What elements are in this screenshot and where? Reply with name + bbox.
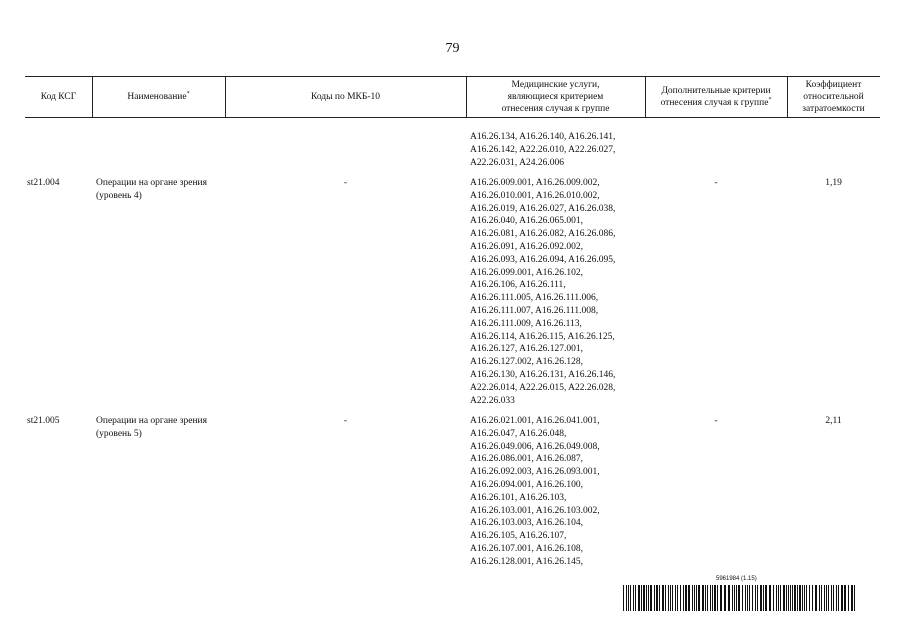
row-coefficient: 1,19: [825, 178, 842, 188]
barcode-bar: [680, 585, 681, 611]
barcode-bar: [662, 585, 664, 611]
barcode-bar: [757, 585, 758, 611]
row-coefficient: 2,11: [825, 416, 842, 426]
barcode-bar: [685, 585, 687, 611]
barcode-bar: [696, 585, 697, 611]
barcode-bar: [628, 585, 629, 611]
barcode-bar: [694, 585, 695, 611]
barcode-bar: [826, 585, 827, 611]
barcode-bar: [833, 585, 834, 611]
barcode-bar: [802, 585, 803, 611]
barcode-bar: [707, 585, 708, 611]
header-coefficient: Коэффициент относительной затратоемкости: [802, 79, 865, 114]
barcode-bar: [633, 585, 634, 611]
barcode-bar: [683, 585, 684, 611]
barcode-bar: [724, 585, 726, 611]
barcode-bar: [670, 585, 671, 611]
barcode-bar: [763, 585, 764, 611]
barcode-bar: [828, 585, 829, 611]
barcode-bar: [656, 585, 658, 611]
barcode-bar: [778, 585, 779, 611]
row-name: Операции на органе зрения (уровень 4): [96, 178, 207, 201]
barcode-bar: [773, 585, 774, 611]
barcode-bar: [635, 585, 636, 611]
barcode-bar: [809, 585, 810, 611]
barcode-bar: [788, 585, 789, 611]
row-services: A16.26.021.001, A16.26.041.001, A16.26.047, A16.26.048, A16.26.049.006, A16.26.049.008, A16.26.086.001, A16.26.087, A16.26.092.003, A16.26.093.001, A16.26.094.001, A16.26.100, A16.26.101, A16.26.103, A16.26.103.001, A16.26.103.002, A16.26.103.003, A16.26.104, A16.26.105, A16.26.107, A16.26.107.001, A16.26.108, A16.26.128.001, A16.26.145,: [470, 416, 600, 567]
barcode-bar: [819, 585, 820, 611]
barcode-bar: [812, 585, 813, 611]
page-number: 79: [445, 41, 460, 56]
barcode-bar: [677, 585, 678, 611]
barcode-bar: [844, 585, 846, 611]
header-name: Наименование*: [127, 90, 190, 102]
barcode-bar: [675, 585, 676, 611]
barcode-bar: [720, 585, 722, 611]
barcode-bar: [650, 585, 652, 611]
barcode-bar: [792, 585, 793, 611]
barcode-bar: [710, 585, 711, 611]
barcode-bar: [841, 585, 843, 611]
row-code: st21.005: [27, 416, 60, 426]
barcode-bar: [630, 585, 631, 611]
barcode-bar: [747, 585, 748, 611]
barcode-bar: [734, 585, 735, 611]
table-header-bottom-rule: [25, 117, 880, 118]
barcode-bar: [712, 585, 713, 611]
row-services: A16.26.134, A16.26.140, A16.26.141, A16.26.142, A22.26.010, A22.26.027, A22.26.031, A24.26.006: [470, 132, 616, 168]
barcode-bar: [804, 585, 805, 611]
barcode-bar: [717, 585, 718, 611]
barcode-bar: [648, 585, 649, 611]
barcode-bar: [769, 585, 771, 611]
barcode-number: 5961984 (1.15): [716, 576, 757, 582]
barcode-bar: [659, 585, 660, 611]
barcode-bar: [776, 585, 777, 611]
barcode-bar: [643, 585, 645, 611]
barcode-bar: [654, 585, 655, 611]
barcode-bar: [838, 585, 839, 611]
barcode-bar: [714, 585, 716, 611]
barcode-bar: [790, 585, 791, 611]
barcode-bar: [665, 585, 666, 611]
row-extra-criteria: -: [714, 416, 718, 426]
barcode-bar: [755, 585, 756, 611]
barcode-bar: [688, 585, 690, 611]
barcode-bar: [705, 585, 706, 611]
header-services: Медицинские услуги, являющиеся критерием отнесения случая к группе: [501, 79, 610, 114]
barcode-bar: [851, 585, 853, 611]
row-icd: -: [343, 416, 348, 426]
row-services: A16.26.009.001, A16.26.009.002, A16.26.010.001, A16.26.010.002, A16.26.019, A16.26.027, A16.26.038, A16.26.040, A16.26.065.001, A16.26.081, A16.26.082, A16.26.086, A16.26.091, A16.26.092.002, A16.26.093, A16.26.094, A16.26.095, A16.26.099.001, A16.26.102, A16.26.106, A16.26.111, A16.26.111.005, A16.26.111.006, A16.26.111.007, A16.26.111.008, A16.26.111.009, A16.26.113, A16.26.114, A16.26.115, A16.26.125, A16.26.127, A16.26.127.001, A16.26.127.002, A16.26.128, A16.26.130, A16.26.131, A16.26.146, A22.26.014, A22.26.015, A22.26.028, A22.26.033: [470, 178, 616, 406]
barcode-bar: [836, 585, 837, 611]
barcode-bar: [646, 585, 647, 611]
barcode-bar: [698, 585, 700, 611]
barcode-bar: [641, 585, 642, 611]
barcode-bar: [799, 585, 801, 611]
barcode-bar: [854, 585, 855, 611]
barcode-bar: [794, 585, 796, 611]
barcode-bar: [815, 585, 817, 611]
barcode-bar: [848, 585, 849, 611]
barcode-bar: [821, 585, 822, 611]
barcode-bar: [749, 585, 750, 611]
barcode-bar: [692, 585, 693, 611]
barcode-bar: [831, 585, 832, 611]
barcode-bar: [736, 585, 737, 611]
barcode-bar: [745, 585, 746, 611]
row-name: Операции на органе зрения (уровень 5): [96, 416, 207, 439]
barcode-bar: [626, 585, 627, 611]
barcode-bar: [780, 585, 781, 611]
barcode-bar: [668, 585, 669, 611]
header-extra-criteria: Дополнительные критерии отнесения случая к группе*: [660, 85, 772, 108]
barcode-bar: [797, 585, 798, 611]
barcode-bar: [806, 585, 807, 611]
barcode-bar: [702, 585, 704, 611]
header-icd: Коды по МКБ-10: [310, 91, 381, 102]
barcode-bar: [738, 585, 740, 611]
header-code: Код КСГ: [40, 91, 77, 102]
barcode: [623, 585, 858, 611]
barcode-bar: [728, 585, 730, 611]
row-icd: -: [343, 178, 348, 188]
barcode-bar: [623, 585, 624, 611]
barcode-bar: [783, 585, 785, 611]
barcode-bar: [752, 585, 753, 611]
barcode-bar: [760, 585, 762, 611]
barcode-bar: [742, 585, 743, 611]
barcode-bar: [824, 585, 825, 611]
row-code: st21.004: [27, 178, 60, 188]
barcode-bar: [765, 585, 767, 611]
barcode-bar: [638, 585, 640, 611]
barcode-bar: [672, 585, 673, 611]
barcode-bar: [732, 585, 733, 611]
barcode-bar: [786, 585, 787, 611]
row-extra-criteria: -: [714, 178, 718, 188]
